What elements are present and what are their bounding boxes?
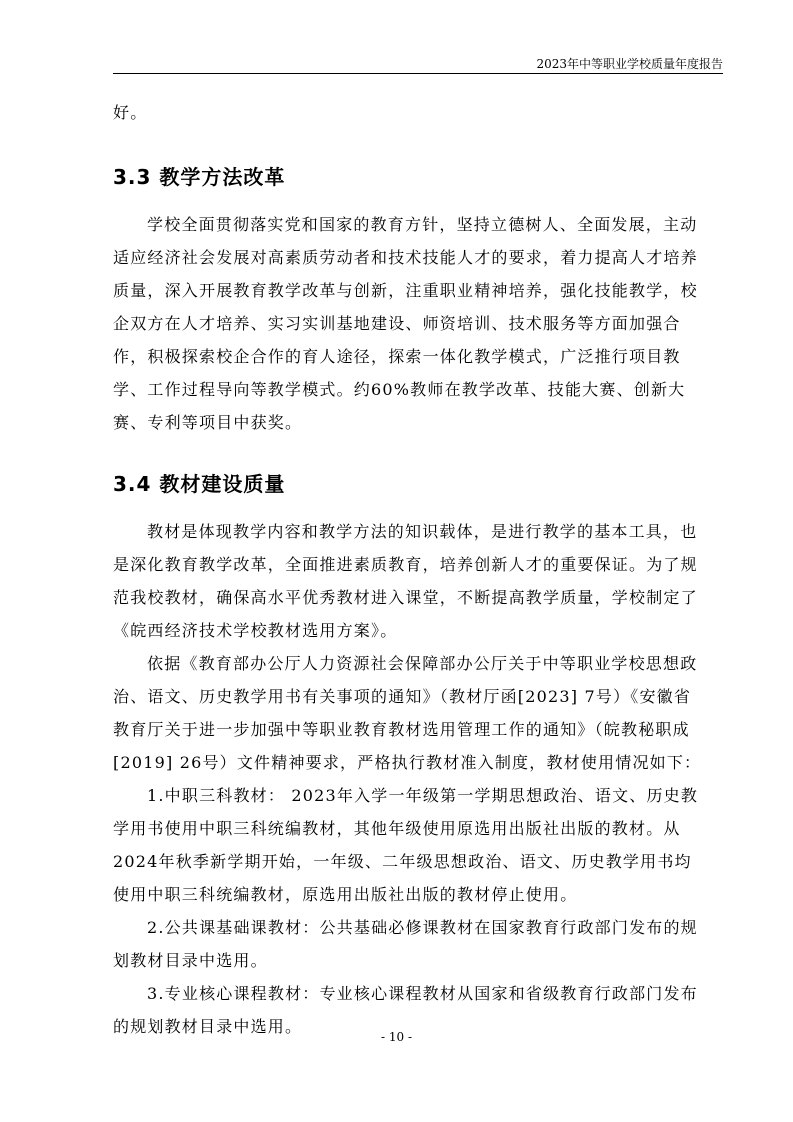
list-item-2: 2.公共课基础课教材：公共基础必修课教材在国家教育行政部门发布的规划教材目录中选用。 bbox=[113, 918, 698, 970]
list-item-3: 3.专业核心课程教材：专业核心课程教材从国家和省级教育行政部门发布的规划教材目录中选用。 bbox=[113, 984, 698, 1036]
section-3-3-paragraph: 学校全面贯彻落实党和国家的教育方针，坚持立德树人、全面发展，主动适应经济社会发展对高素质劳动者和技术技能人才的要求，着力提高人才培养质量，深入开展教育教学改革与创新，注重职业精神培养，强化技能教学，校企双方在人才培养、实习实训基地建设、师资培训、技术服务等方面加强合作，积极探索校企合作的育人途径，探索一体化教学模式，广泛推行项目教学、工作过程导向等教学模式。约60%教师在教学改革、技能大赛、创新大赛、专利等项目中获奖。 bbox=[113, 215, 698, 432]
running-header: 2023年中等职业学校质量年度报告 bbox=[536, 57, 723, 71]
list-item-1: 1.中职三科教材： 2023年入学一年级第一学期思想政治、语文、历史教学用书使用中职三科统编教材，其他年级使用原选用出版社出版的教材。从2024年秋季新学期开始，一年级、二年级思想政治、语文、历史教学用书均使用中职三科统编教材，原选用出版社出版的教材停止使用。 bbox=[113, 786, 699, 904]
section-3-4-paragraph-1: 教材是体现教学内容和教学方法的知识载体，是进行教学的基本工具，也是深化教育教学改革，全面推进素质教育，培养创新人才的重要保证。为了规范我校教材，确保高水平优秀教材进入课堂，不断提高教学质量，学校制定了《皖西经济技术学校教材选用方案》。 bbox=[113, 522, 698, 640]
continuation-text: 好。 bbox=[113, 103, 148, 122]
section-heading-3-3: 3.3 教学方法改革 bbox=[113, 165, 286, 189]
page-body bbox=[113, 96, 703, 1043]
section-heading-3-4: 3.4 教材建设质量 bbox=[113, 472, 286, 496]
page-number: - 10 - bbox=[380, 1030, 412, 1044]
header-rule bbox=[113, 73, 723, 74]
section-3-4-paragraph-2: 依据《教育部办公厅人力资源社会保障部办公厅关于中等职业学校思想政治、语文、历史教学用书有关事项的通知》（教材厅函[2023] 7号）《安徽省教育厅关于进一步加强中等职业教育教材选用管理工作的通知》（皖教秘职成[2019] 26号）文件精神要求，严格执行教材准入制度，教材使用情况如下： bbox=[113, 654, 702, 772]
